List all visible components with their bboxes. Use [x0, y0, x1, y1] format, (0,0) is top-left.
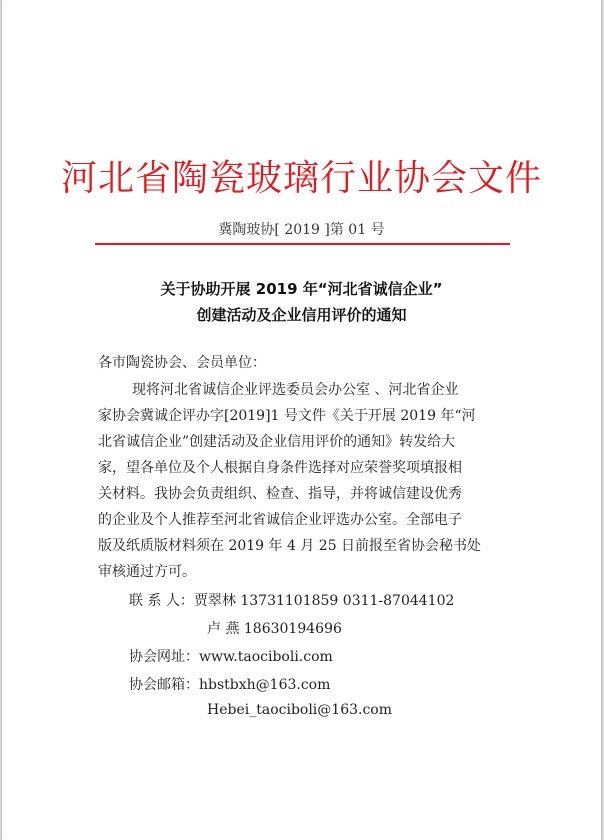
website-link[interactable]: www.taociboli.com	[199, 649, 333, 665]
body-line: 版及纸质版材料须在 2019 年 4 月 25 日前报至省协会秘书处	[98, 538, 482, 554]
body-line: 家，望各单位及个人根据自身条件选择对应荣誉奖项填报相	[98, 460, 462, 476]
body-line: 家协会冀诚企评办字[2019]1 号文件《关于开展 2019 年“河	[98, 408, 476, 424]
document-number: 冀陶玻协[ 2019 ]第 01 号	[218, 222, 385, 238]
contact-person-1: 贾翠林 13731101859 0311-87044102	[193, 593, 455, 609]
notice-title-line-1: 关于协助开展 2019 年“河北省诚信企业”	[160, 280, 443, 298]
email-link-1[interactable]: hbstbxh@163.com	[199, 677, 331, 693]
body-line: 的企业及个人推荐至河北省诚信企业评选办公室。全部电子	[98, 512, 462, 528]
document-page	[2, 0, 601, 840]
body-line: 北省诚信企业”创建活动及企业信用评价的通知》转发给大	[98, 434, 456, 450]
org-document-title: 河北省陶瓷玻璃行业协会文件	[60, 158, 542, 199]
email-label: 协会邮箱：	[129, 677, 199, 693]
contact-person-row	[129, 590, 454, 610]
body-line: 现将河北省诚信企业评选委员会办公室 、河北省企业	[132, 382, 459, 398]
website-label: 协会网址：	[129, 649, 199, 665]
red-divider-line	[95, 243, 510, 245]
email-link-2[interactable]: Hebei_taociboli@163.com	[207, 702, 393, 718]
email-row	[129, 674, 330, 694]
contact-person-2: 卢 燕 18630194696	[207, 621, 342, 637]
body-line: 审核通过方可。	[98, 564, 196, 580]
website-row	[129, 646, 333, 666]
contact-label: 联 系 人：	[129, 593, 194, 609]
body-line: 关材料。我协会负责组织、检查、指导，并将诚信建设优秀	[98, 486, 462, 502]
salutation: 各市陶瓷协会、会员单位：	[98, 355, 266, 371]
notice-title-line-2: 创建活动及企业信用评价的通知	[196, 306, 407, 324]
